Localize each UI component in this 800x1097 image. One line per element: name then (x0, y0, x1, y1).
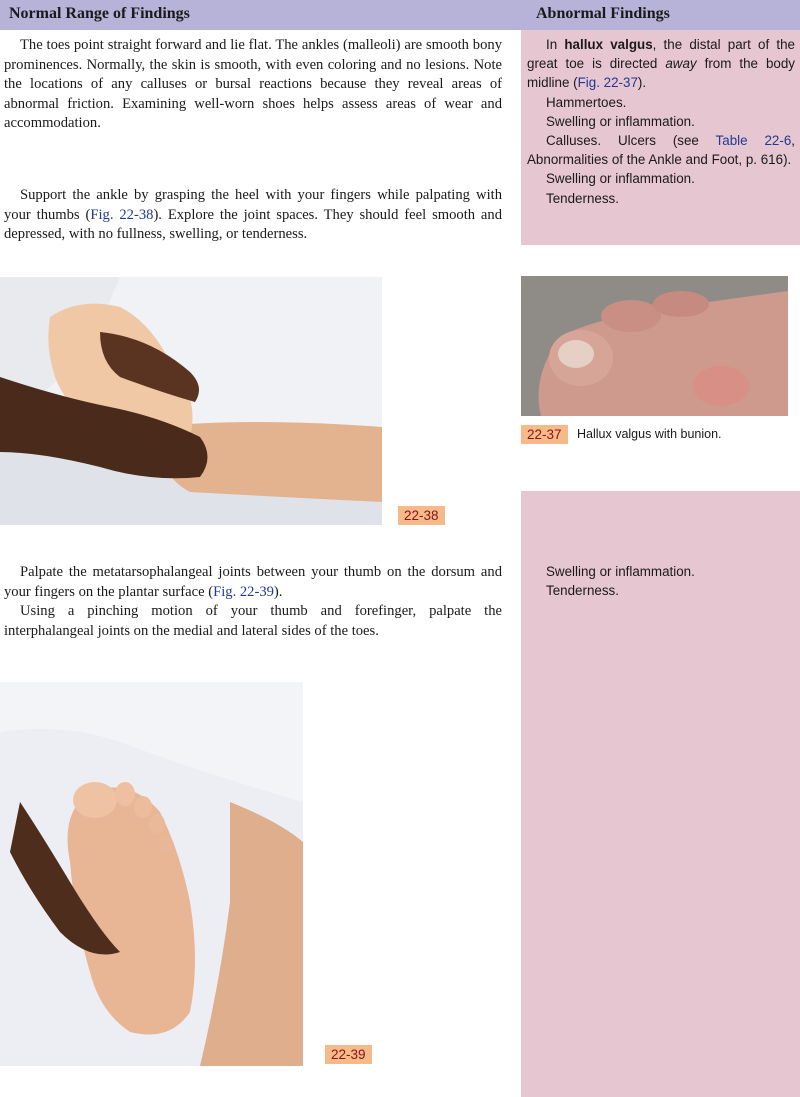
normal-findings-heading: Normal Range of Findings (9, 5, 190, 22)
normal-text-3a: Palpate the metatarsophalangeal joints between your thumb on the dorsum and your fingers on the plantar surface ( (4, 564, 502, 600)
fig-22-37-label: 22-37 (521, 425, 568, 444)
normal-paragraph-2 (4, 186, 502, 245)
normal-text-2a: Support the ankle by grasping the heel with your fingers while palpating with your thumbs ( (4, 187, 502, 223)
normal-text-4: Using a pinching motion of your thumb and forefinger, palpate the interphalangeal joints on the medial and lateral sides of the toes. (4, 603, 502, 639)
hallux-valgus-illustration (521, 276, 788, 416)
abnormal-hallux-valgus: In hallux valgus, the distal part of the great toe is directed away from the body midline (Fig. 22-37). (527, 37, 795, 91)
normal-text-2b: ). Explore the joint spaces. They should feel smooth and depressed, with no fullness, swelling, or tenderness. (4, 206, 503, 242)
fig-22-38-link[interactable]: Fig. 22-38 (90, 206, 154, 223)
normal-paragraph-1 (4, 36, 502, 134)
abnormal-tenderness-1: Tenderness. (546, 190, 619, 206)
fig-22-38-label: 22-38 (398, 506, 445, 525)
fig-22-37-link[interactable]: Fig. 22-37 (577, 75, 638, 91)
abnormal-swelling-3: Swelling or inflammation. (546, 564, 695, 579)
mtp-palpation-illustration (0, 682, 303, 1066)
table-22-6-link[interactable]: Table 22-6 (715, 133, 792, 149)
abnormal-swelling-1: Swelling or inflammation. (546, 113, 695, 129)
abnormal-findings-heading: Abnormal Findings (536, 5, 670, 22)
abnormal-calluses: Calluses. Ulcers (see Table 22-6, Abnormalities of the Ankle and Foot, p. 616). (527, 133, 795, 168)
normal-text-3b: ). (273, 583, 283, 600)
ankle-palpation-illustration (0, 277, 382, 525)
abnormal-list-2 (527, 562, 795, 600)
abnormal-hammertoes: Hammertoes. (546, 94, 627, 110)
abnormal-swelling-2: Swelling or inflammation. (546, 171, 695, 187)
photo-mtp-palpation (0, 682, 303, 1066)
section-header (0, 0, 800, 30)
abnormal-tenderness-2: Tenderness. (546, 583, 619, 599)
fig-22-39-label: 22-39 (325, 1045, 372, 1064)
normal-text-1: The toes point straight forward and lie flat. The ankles (malleoli) are smooth bony prominences. Normally, the skin is smooth, with even coloring and no lesions. Note the locations of any calluses or bursal reactions because they reveal areas of abnormal friction. Examining well-worn shoes helps assess areas of wear and accommodation. (4, 37, 502, 131)
abnormal-list-1 (527, 35, 795, 208)
photo-ankle-palpation (0, 277, 382, 525)
normal-paragraph-3 (4, 563, 502, 641)
fig-22-39-link[interactable]: Fig. 22-39 (213, 583, 274, 600)
photo-hallux-valgus (521, 276, 788, 416)
hallux-valgus-term: hallux valgus (564, 37, 653, 52)
fig-22-37-caption: Hallux valgus with bunion. (577, 427, 722, 441)
